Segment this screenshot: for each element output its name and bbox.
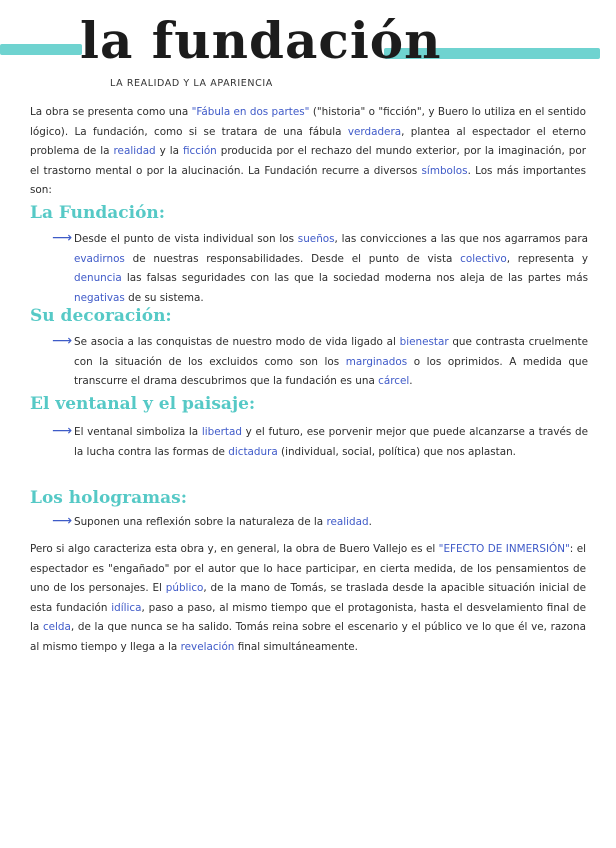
highlighted-term: realidad: [326, 516, 369, 528]
text-segment: final simultáneamente.: [234, 640, 358, 653]
text-segment: : el espectador es "engañado" por el autor que lo hace participar, en cierta medida, de los pensamientos de uno de los personajes. El: [30, 543, 586, 594]
title-highlight-left: [0, 44, 82, 55]
highlighted-term: ficción: [182, 145, 217, 157]
highlighted-term: cárcel: [378, 375, 410, 387]
text-segment: Pero si algo caracteriza esta obra y, en general, la obra de Buero Vallejo es el: [30, 543, 439, 555]
text-segment: ("historia" o "ficción", y Buero lo utiliza en el sentido lógico). La fundación, como si se tratara de una fábula: [30, 106, 586, 138]
text-segment: Se asocia a las conquistas de nuestro modo de vida ligado al: [74, 336, 400, 348]
text-segment: y el futuro, ese porvenir mejor que puede alcanzarse a través de la lucha contra las formas de: [74, 426, 589, 458]
highlighted-term: revelación: [180, 640, 235, 653]
highlighted-term: colectivo: [460, 252, 507, 265]
arrow-right-icon: ⟶: [52, 333, 73, 349]
section-item-decoracion: [52, 333, 588, 392]
text-segment: , plantea al espectador el eterno problema de la: [30, 125, 586, 157]
highlighted-term: realidad: [113, 145, 156, 157]
text-segment: , las convicciones a las que nos agarramos para: [334, 233, 588, 245]
text-segment: Desde el punto de vista individual son los: [74, 233, 298, 245]
section-heading-ventanal: El ventanal y el paisaje:: [30, 394, 256, 414]
text-segment: , de la mano de Tomás, se traslada desde la apacible situación inicial de esta fundación: [30, 582, 587, 614]
page-subtitle: LA REALIDAD Y LA APARIENCIA: [110, 78, 273, 89]
section-item-ventanal: [52, 423, 588, 462]
highlighted-term: bienestar: [399, 336, 449, 348]
text-segment: de nuestras responsabilidades. Desde el punto de vista: [124, 252, 461, 265]
highlighted-term: símbolos: [421, 164, 468, 177]
section-text-ventanal: [74, 423, 588, 462]
text-segment: producida por el rechazo del mundo exterior, por la imaginación, por el trastorno mental o por la alucinación. La Fundación recurre a diversos: [30, 145, 586, 177]
text-segment: El ventanal simboliza la: [74, 426, 202, 438]
section-heading-hologramas: Los hologramas:: [30, 488, 187, 508]
arrow-right-icon: ⟶: [52, 423, 73, 439]
section-heading-fundacion: La Fundación:: [30, 203, 166, 223]
highlighted-term: denuncia: [74, 272, 122, 284]
highlighted-term: libertad: [201, 426, 242, 438]
text-segment: Suponen una reflexión sobre la naturaleza de la: [74, 516, 327, 528]
closing-paragraph: [30, 540, 586, 657]
arrow-right-icon: ⟶: [52, 230, 73, 246]
intro-paragraph: [30, 103, 586, 201]
highlighted-term: público: [165, 582, 204, 594]
text-segment: las falsas seguridades con las que la sociedad moderna nos aleja de las partes más: [121, 272, 588, 284]
highlighted-term: evadirnos: [74, 252, 125, 265]
highlighted-term: negativas: [74, 291, 125, 304]
text-segment: . Los más importantes son:: [30, 164, 586, 196]
section-text-fundacion: [74, 230, 588, 308]
section-text-hologramas: [74, 513, 588, 533]
page-title: la fundación: [80, 11, 442, 70]
text-segment: .: [368, 516, 372, 528]
highlighted-term: dictadura: [228, 445, 278, 458]
arrow-right-icon: ⟶: [52, 513, 73, 529]
text-segment: .: [409, 375, 413, 387]
highlighted-term: verdadera: [347, 125, 402, 138]
section-item-hologramas: [52, 513, 588, 533]
text-segment: , paso a paso, al mismo tiempo que el protagonista, hasta el desvelamiento final de la: [30, 601, 586, 633]
text-segment: de su sistema.: [124, 291, 204, 304]
text-segment: que contrasta cruelmente con la situación de los excluidos como son los: [74, 336, 588, 368]
highlighted-term: sueños: [297, 233, 335, 245]
section-item-fundacion: [52, 230, 588, 308]
text-segment: (individual, social, política) que nos aplastan.: [277, 445, 516, 458]
highlighted-term: celda: [42, 621, 71, 633]
section-heading-decoracion: Su decoración:: [30, 306, 172, 326]
text-segment: , de la que nunca se ha salido. Tomás reina sobre el escenario y el público ve lo que él ve, razona al mismo tiempo y llega a la: [30, 621, 586, 653]
section-text-decoracion: [74, 333, 588, 392]
text-segment: y la: [155, 145, 183, 157]
text-segment: , representa y: [506, 252, 589, 265]
highlighted-term: "Fábula en dos partes": [191, 106, 310, 118]
highlighted-term: marginados: [345, 355, 408, 368]
text-segment: La obra se presenta como una: [30, 106, 192, 118]
highlighted-term: "EFECTO DE INMERSIÓN": [438, 543, 570, 555]
highlighted-term: idílica: [111, 601, 142, 614]
text-segment: o los oprimidos. A medida que transcurre el drama descubrimos que la fundación es una: [74, 355, 589, 387]
